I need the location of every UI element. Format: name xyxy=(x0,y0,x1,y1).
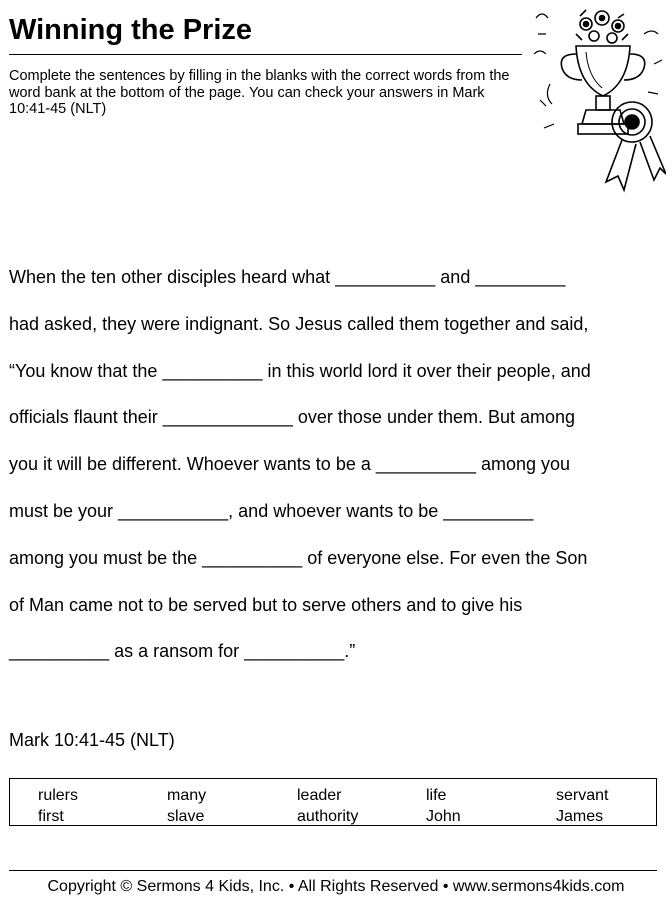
scripture-reference: Mark 10:41-45 (NLT) xyxy=(9,730,175,750)
passage-line: among you must be the __________ of everyone else. For even the Son xyxy=(9,547,588,568)
passage-line: When the ten other disciples heard what __________ and _________ xyxy=(9,267,566,287)
title-divider xyxy=(9,54,522,55)
trophy-illustration xyxy=(528,4,666,198)
passage-line: you it will be different. Whoever wants to be a __________ among you xyxy=(9,454,571,475)
word-bank-row xyxy=(10,808,656,828)
passage-line: of Man came not to be served but to serve others and to give his xyxy=(9,594,523,615)
word-bank-word: John xyxy=(426,808,461,825)
word-bank-word: slave xyxy=(167,808,205,825)
passage-line: must be your ___________, and whoever wants to be _________ xyxy=(9,500,534,521)
word-bank-word: servant xyxy=(556,787,609,804)
word-bank-word: rulers xyxy=(38,787,79,804)
flowers-icon xyxy=(576,10,628,43)
ribbon-rosette-icon xyxy=(606,102,666,190)
fill-in-passage xyxy=(9,262,659,683)
page-title: Winning the Prize xyxy=(9,14,253,46)
instructions: Complete the sentences by filling in the blanks with the correct words from the word bank at the bottom of the page. You can check your answers in Mark 10:41-45 (NLT) xyxy=(9,68,510,117)
word-bank xyxy=(9,778,657,826)
passage-line: __________ as a ransom for __________.” xyxy=(9,641,356,662)
word-bank-word: many xyxy=(167,787,207,804)
passage-line: “You know that the __________ in this world lord it over their people, and xyxy=(9,360,591,381)
word-bank-word: first xyxy=(38,808,64,825)
copyright-footer: Copyright © Sermons 4 Kids, Inc. • All Rights Reserved • www.sermons4kids.com xyxy=(47,878,625,895)
word-bank-word: James xyxy=(556,808,604,825)
word-bank-row xyxy=(10,787,656,807)
passage-line: officials flaunt their _____________ over those under them. But among xyxy=(9,407,576,428)
word-bank-word: leader xyxy=(297,787,342,804)
word-bank-word: authority xyxy=(297,808,359,825)
footer-divider xyxy=(9,870,657,871)
word-bank-word: life xyxy=(426,787,447,804)
passage-line: had asked, they were indignant. So Jesus called them together and said, xyxy=(9,313,589,334)
